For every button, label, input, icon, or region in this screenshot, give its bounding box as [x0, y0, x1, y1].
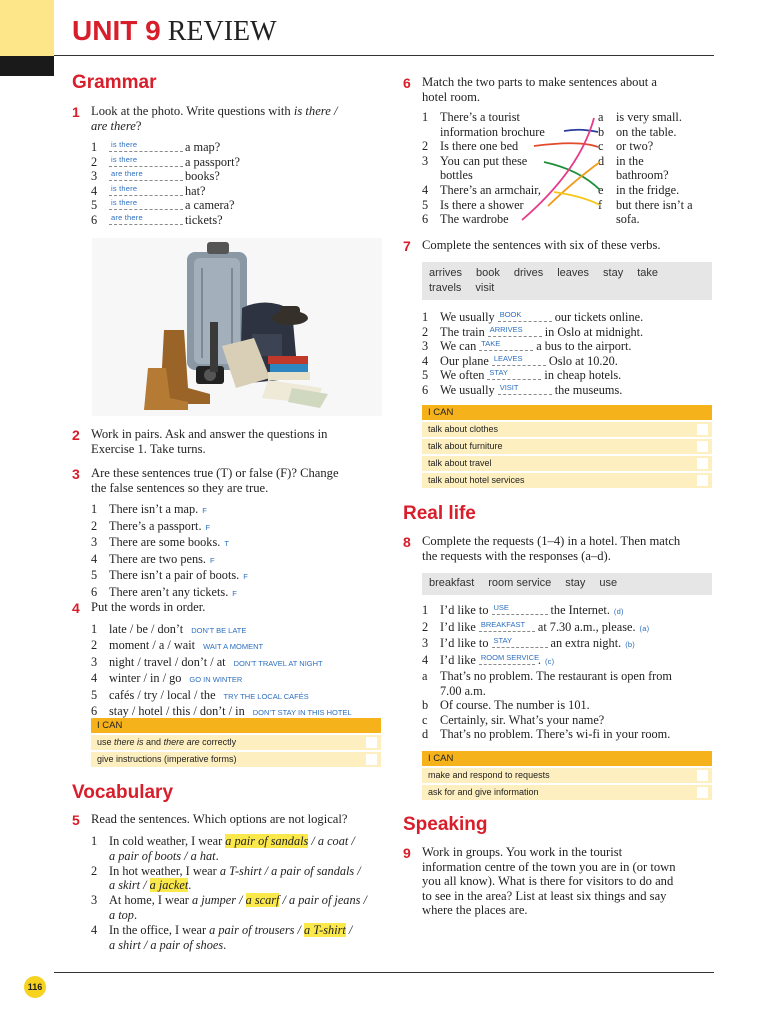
- answer-blank[interactable]: BREAKFAST: [479, 620, 535, 632]
- exercise-8-number: 8: [403, 534, 411, 550]
- ex9-line: Work in groups. You work in the tourist: [422, 845, 623, 859]
- ex6-left-item: 2 Is there one bed: [422, 139, 519, 154]
- exercise-3-number: 3: [72, 466, 80, 482]
- word-order-answer: WAIT A MOMENT: [203, 642, 264, 652]
- answer-blank[interactable]: ARRIVES: [488, 325, 542, 337]
- ex1-item: 4 is there hat?: [91, 183, 206, 198]
- exercise-6-instructions: Match the two parts to make sentences about a hotel room.: [422, 75, 658, 104]
- ex6-right-item: f but there isn’t a: [598, 197, 693, 212]
- exercise-1-instructions: Look at the photo. Write questions with is there / are there?: [91, 104, 338, 133]
- word-option: visit: [475, 282, 495, 294]
- ex3-item: 6 There aren’t any tickets. F: [91, 584, 238, 599]
- ex6-right-item: sofa.: [616, 212, 640, 227]
- ex1-item: 5 is there a camera?: [91, 198, 235, 213]
- match-line-6a: [522, 118, 594, 220]
- answer-blank[interactable]: are there: [109, 213, 183, 225]
- exercise-4-instructions: Put the words in order.: [91, 600, 206, 614]
- ican-checkbox[interactable]: [697, 787, 708, 798]
- word-option: stay: [565, 577, 586, 589]
- ex8-response: c Certainly, sir. What’s your name?: [422, 712, 605, 727]
- ican-heading: I CAN: [422, 405, 712, 420]
- ex5-item-3: 3 At home, I wear a jumper / a scarf / a pair of jeans /: [91, 893, 367, 908]
- word-option: travels: [429, 282, 462, 294]
- ex7-item: 3 We can TAKE a bus to the airport.: [422, 339, 632, 354]
- exercise-7-word-box: [422, 262, 712, 300]
- ex5-item-4: 4 In the office, I wear a pair of trousers / a T-shirt /: [91, 922, 353, 937]
- ex6-left-item: 6 The wardrobe: [422, 212, 509, 227]
- footer-rule: [54, 972, 714, 973]
- match-answer: (b): [625, 640, 635, 650]
- ican-row-imperatives: give instructions (imperative forms): [91, 752, 381, 767]
- ican-checkbox[interactable]: [366, 754, 377, 765]
- ex6-left-item: 1 There’s a tourist: [422, 110, 520, 124]
- answer-blank[interactable]: is there: [109, 140, 183, 152]
- answer-blank[interactable]: is there: [109, 198, 183, 210]
- ican-checkbox[interactable]: [366, 737, 377, 748]
- ex3-item: 3 There are some books. T: [91, 535, 230, 550]
- ican-checkbox[interactable]: [697, 458, 708, 469]
- ican-checkbox[interactable]: [697, 475, 708, 486]
- exercise-7-number: 7: [403, 238, 411, 254]
- unit-label: UNIT 9: [72, 15, 161, 46]
- word-option: drives: [513, 267, 544, 279]
- answer-blank[interactable]: TAKE: [479, 339, 533, 351]
- ex1-item: 3 are there books?: [91, 169, 220, 184]
- grammar-heading: Grammar: [72, 72, 157, 93]
- word-order-answer: DON’T TRAVEL AT NIGHT: [233, 658, 323, 668]
- ex6-left-item: 5 Is there a shower: [422, 197, 524, 212]
- word-box-row-2: [429, 281, 508, 296]
- match-line-1b: [564, 130, 598, 132]
- ex9-line: you all know). What is there for visitors to do and: [422, 874, 674, 888]
- real-life-heading: Real life: [403, 503, 476, 524]
- word-option: book: [476, 267, 500, 279]
- page-title: [72, 14, 277, 49]
- ex9-line: where the places are.: [422, 903, 528, 917]
- word-option: room service: [488, 577, 552, 589]
- answer-blank[interactable]: LEAVES: [492, 354, 546, 366]
- match-answer: (d): [613, 607, 624, 616]
- exercise-7-instructions: Complete the sentences with six of these verbs.: [422, 238, 661, 252]
- word-box-row-1: [429, 266, 672, 281]
- answer-blank[interactable]: is there: [109, 155, 183, 167]
- ican-checkbox[interactable]: [697, 770, 708, 781]
- ican-row: talk about travel: [422, 456, 712, 471]
- grammar-ican-box: [91, 718, 381, 767]
- exercise-5-number: 5: [72, 812, 80, 828]
- exercise-3-list: [91, 502, 248, 602]
- exercise-4-number: 4: [72, 600, 80, 616]
- ican-row: make and respond to requests: [422, 768, 712, 783]
- ex4-item: 1 late / be / don’t DON’T BE LATE: [91, 622, 247, 636]
- page-number: 116: [24, 976, 46, 998]
- exercise-8-instructions: Complete the requests (1–4) in a hotel. Then match the requests with the responses (a–d).: [422, 534, 681, 563]
- ex4-item: 6 stay / hotel / this / don’t / in DON’T STAY IN THIS HOTEL: [91, 704, 352, 719]
- ex6-left-item: bottles: [440, 168, 473, 183]
- word-order-answer: GO IN WINTER: [189, 675, 243, 685]
- ex8-item: 2 I’d like BREAKFAST at 7.30 a.m., please. (a): [422, 619, 650, 634]
- word-order-answer: TRY THE LOCAL CAFÉS: [223, 691, 309, 701]
- ex7-item: 1 We usually BOOK our tickets online.: [422, 310, 644, 324]
- ex6-right-item: d in the: [598, 153, 644, 168]
- ex3-item: 5 There isn’t a pair of boots. F: [91, 568, 249, 583]
- ex8-item: 4 I’d like ROOM SERVICE . (c): [422, 652, 555, 667]
- exercise-8-responses: [422, 669, 672, 742]
- ex9-line: information centre of the town you are in (or town: [422, 859, 676, 874]
- word-option: breakfast: [429, 577, 475, 589]
- ex4-item: 5 cafés / try / local / the TRY THE LOCAL CAFÉS: [91, 687, 309, 702]
- ex1-item: 1 is there a map?: [91, 140, 221, 154]
- true-false-answer: F: [209, 555, 215, 565]
- ex5-item-2: 2 In hot weather, I wear a T-shirt / a pair of sandals /: [91, 863, 361, 878]
- ex4-item: 4 winter / in / go GO IN WINTER: [91, 671, 243, 686]
- ex7-item: 2 The train ARRIVES in Oslo at midnight.: [422, 324, 644, 339]
- ex3-item: 4 There are two pens. F: [91, 551, 215, 566]
- word-option: leaves: [557, 267, 590, 279]
- ex1-item: 6 are there tickets?: [91, 212, 223, 227]
- answer-blank[interactable]: VISIT: [498, 383, 552, 395]
- exercise-2-number: 2: [72, 427, 80, 443]
- exercise-6-match-lines: [520, 110, 610, 228]
- true-false-answer: F: [205, 522, 211, 532]
- exercise-9-instructions: [422, 845, 722, 918]
- speaking-heading: Speaking: [403, 814, 488, 835]
- word-option: arrives: [429, 267, 463, 279]
- ican-heading: I CAN: [422, 751, 712, 766]
- ex6-right-item: bathroom?: [616, 168, 669, 183]
- ex7-item: 5 We often STAY in cheap hotels.: [422, 368, 622, 383]
- ex7-item: 6 We usually VISIT the museums.: [422, 382, 623, 397]
- exercise-1-number: 1: [72, 104, 80, 120]
- ex4-item: 2 moment / a / wait WAIT A MOMENT: [91, 638, 264, 653]
- ican-row: ask for and give information: [422, 785, 712, 800]
- ex6-right-item: a is very small.: [598, 110, 682, 124]
- ex8-response: a That’s no problem. The restaurant is open from: [422, 669, 672, 683]
- ex3-item: 1 There isn’t a map. F: [91, 502, 208, 516]
- answer-blank[interactable]: STAY: [487, 368, 541, 380]
- word-order-answer: DON’T BE LATE: [191, 626, 247, 635]
- word-option: take: [637, 267, 658, 279]
- exercise-6-number: 6: [403, 75, 411, 91]
- ex3-item: 2 There’s a passport. F: [91, 518, 211, 533]
- ex7-item: 4 Our plane LEAVES Oslo at 10.20.: [422, 353, 618, 368]
- answer-blank[interactable]: is there: [109, 184, 183, 196]
- ican-heading: I CAN: [91, 718, 381, 733]
- header-corner-tab: [0, 56, 54, 76]
- answer-blank[interactable]: BOOK: [498, 310, 552, 322]
- ex5-item-1: 1 In cold weather, I wear a pair of sandals / a coat /: [91, 834, 355, 848]
- ex8-item: 1 I’d like to USE the Internet. (d): [422, 603, 624, 617]
- exercise-1-list: [91, 140, 240, 228]
- ex6-left-item: 3 You can put these: [422, 153, 528, 168]
- ex8-ican-box: [422, 751, 712, 800]
- match-answer: (c): [544, 656, 555, 666]
- true-false-answer: T: [224, 539, 230, 549]
- ican-row: talk about hotel services: [422, 473, 712, 488]
- vocabulary-heading: Vocabulary: [72, 782, 174, 803]
- exercise-4-list: [91, 622, 352, 720]
- ex8-response: d That’s no problem. There’s wi-fi in your room.: [422, 727, 671, 742]
- ex7-ican-box: [422, 405, 712, 488]
- ex6-right-item: e in the fridge.: [598, 182, 680, 197]
- answer-blank[interactable]: are there: [109, 169, 183, 181]
- word-option: stay: [603, 267, 624, 279]
- exercise-7-list: [422, 310, 643, 398]
- ican-checkbox[interactable]: [697, 424, 708, 435]
- ex6-right-item: c or two?: [598, 139, 654, 154]
- header-rule: [54, 55, 714, 56]
- review-label: REVIEW: [167, 16, 277, 47]
- answer-blank[interactable]: USE: [492, 603, 548, 615]
- match-line-4f: [554, 192, 600, 205]
- match-line-2c: [534, 143, 598, 147]
- answer-blank[interactable]: ROOM SERVICE: [479, 653, 535, 665]
- true-false-answer: F: [202, 506, 208, 515]
- exercise-3-instructions: Are these sentences true (T) or false (F)? Change the false sentences so they are true.: [91, 466, 339, 495]
- exercise-9-number: 9: [403, 845, 411, 861]
- ex6-right-item: b on the table.: [598, 124, 677, 139]
- exercise-5-list: 1 In cold weather, I wear a pair of sandals / a coat / a pair of boots / a hat. 2 In hot weather, I wear a T-shirt / a pair of sandals / a skirt / a jacket. 3 At home, I wear a jumper / a scarf / a pair of jeans / a top. 4 In the office, I wear a pair of trousers / a T-shirt / a shirt / a pair of shoes.: [91, 834, 367, 952]
- word-box-row: [429, 576, 631, 591]
- exercise-2-instructions: Work in pairs. Ask and answer the questions in Exercise 1. Take turns.: [91, 427, 328, 456]
- true-false-answer: F: [243, 572, 249, 582]
- ex8-response: 7.00 a.m.: [440, 683, 486, 698]
- ex4-item: 3 night / travel / don’t / at DON’T TRAVEL AT NIGHT: [91, 654, 323, 669]
- true-false-answer: F: [232, 588, 238, 598]
- ex1-item: 2 is there a passport?: [91, 154, 240, 169]
- ex6-left-item: 4 There’s an armchair,: [422, 182, 541, 197]
- ican-row-there-is: use there is and there are correctly: [91, 735, 381, 750]
- exercise-8-list: [422, 603, 649, 669]
- ex9-line: to see in the area? List at least six things and say: [422, 888, 667, 903]
- ican-row: talk about clothes: [422, 422, 712, 437]
- word-order-answer: DON’T STAY IN THIS HOTEL: [252, 708, 352, 718]
- ex8-item: 3 I’d like to STAY an extra night. (b): [422, 636, 635, 651]
- ican-checkbox[interactable]: [697, 441, 708, 452]
- exercise-5-instructions: Read the sentences. Which options are not logical?: [91, 812, 348, 826]
- match-answer: (a): [639, 623, 650, 633]
- ex6-left-item: information brochure: [440, 124, 545, 139]
- exercise-8-word-box: [422, 573, 712, 595]
- ex8-response: b Of course. The number is 101.: [422, 698, 590, 713]
- exercise-6-right-list: [598, 110, 693, 227]
- answer-blank[interactable]: STAY: [492, 636, 548, 648]
- ican-row: talk about furniture: [422, 439, 712, 454]
- word-option: use: [599, 577, 618, 589]
- travel-items-photo: [92, 238, 382, 416]
- header-corner-block: [0, 0, 54, 56]
